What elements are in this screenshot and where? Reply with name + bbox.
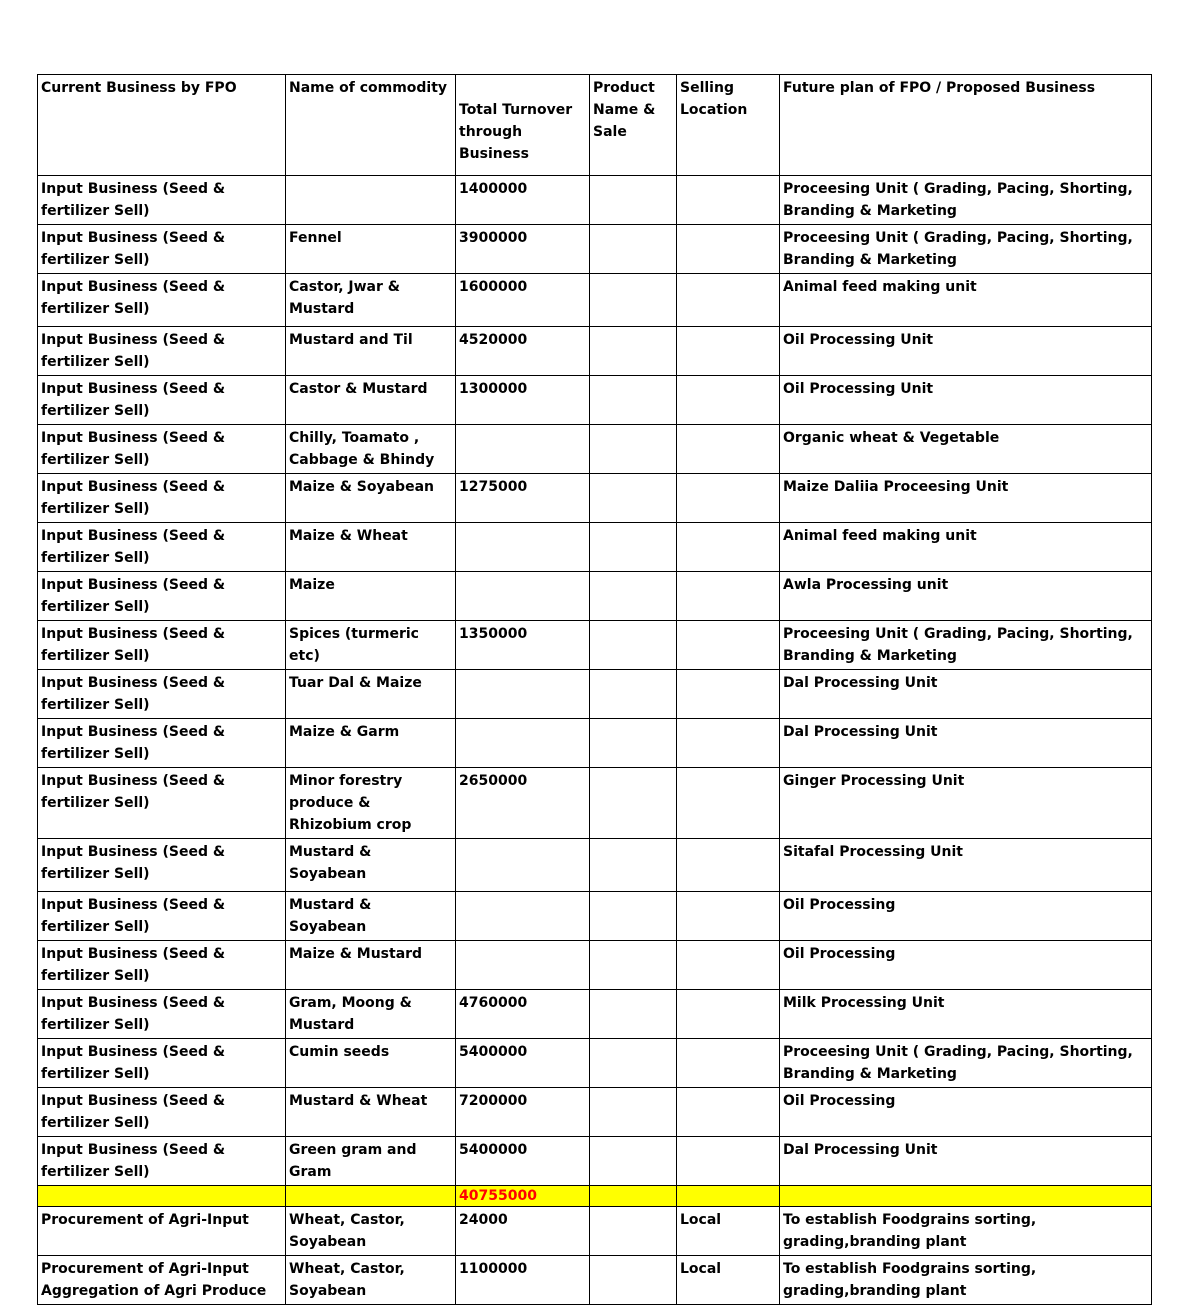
table-row [38,327,1152,376]
table-row [38,941,1152,990]
cell-turnover [456,941,590,990]
table-row [38,719,1152,768]
cell-turnover: 1275000 [456,474,590,523]
cell-turnover: 7200000 [456,1088,590,1137]
cell-turnover: 3900000 [456,225,590,274]
cell-product [590,670,677,719]
table-row [38,1207,1152,1256]
cell-location [677,327,780,376]
cell-location [677,274,780,327]
cell-future: Animal feed making unit [780,523,1152,572]
cell-commodity: Tuar Dal & Maize [286,670,456,719]
cell-current: Input Business (Seed & fertilizer Sell) [38,327,286,376]
cell-location [677,523,780,572]
cell-location [677,1088,780,1137]
table-row [38,670,1152,719]
cell-product [590,572,677,621]
cell-future: Oil Processing [780,941,1152,990]
table-row [38,225,1152,274]
cell-current: Input Business (Seed & fertilizer Sell) [38,941,286,990]
cell-turnover [456,523,590,572]
cell-current: Input Business (Seed & fertilizer Sell) [38,1088,286,1137]
cell-turnover: 1400000 [456,176,590,225]
cell-commodity: Fennel [286,225,456,274]
cell-current: Input Business (Seed & fertilizer Sell) [38,572,286,621]
cell-product [590,1207,677,1256]
cell-location [677,941,780,990]
total-turnover: 40755000 [456,1186,590,1207]
cell-future: Awla Processing unit [780,572,1152,621]
cell-location [677,425,780,474]
cell-product [590,768,677,839]
cell-future: Proceesing Unit ( Grading, Pacing, Shorting, Branding & Marketing [780,621,1152,670]
cell-future: Proceesing Unit ( Grading, Pacing, Shorting, Branding & Marketing [780,225,1152,274]
cell-product [590,839,677,892]
cell-future: Oil Processing [780,892,1152,941]
cell-product [590,327,677,376]
cell-turnover: 5400000 [456,1137,590,1186]
cell-turnover: 2650000 [456,768,590,839]
cell-product [590,176,677,225]
fpo-business-table [37,74,1152,1305]
cell-location [677,990,780,1039]
total-empty-cell [590,1186,677,1207]
table-row [38,274,1152,327]
table-row [38,1256,1152,1305]
cell-turnover: 4520000 [456,327,590,376]
total-empty-cell [286,1186,456,1207]
cell-product [590,990,677,1039]
cell-current: Input Business (Seed & fertilizer Sell) [38,621,286,670]
cell-turnover: 24000 [456,1207,590,1256]
cell-current: Input Business (Seed & fertilizer Sell) [38,990,286,1039]
cell-future: Animal feed making unit [780,274,1152,327]
cell-future: Sitafal Processing Unit [780,839,1152,892]
cell-current: Input Business (Seed & fertilizer Sell) [38,1137,286,1186]
cell-future: Proceesing Unit ( Grading, Pacing, Shorting, Branding & Marketing [780,1039,1152,1088]
cell-location [677,768,780,839]
cell-future: Milk Processing Unit [780,990,1152,1039]
cell-commodity: Mustard & Wheat [286,1088,456,1137]
cell-current: Input Business (Seed & fertilizer Sell) [38,523,286,572]
cell-turnover [456,839,590,892]
total-empty-cell [677,1186,780,1207]
cell-turnover: 1100000 [456,1256,590,1305]
cell-future: Ginger Processing Unit [780,768,1152,839]
cell-turnover: 1300000 [456,376,590,425]
cell-product [590,225,677,274]
header-product: Product Name & Sale [590,75,677,176]
cell-commodity [286,176,456,225]
table-row [38,523,1152,572]
cell-commodity: Cumin seeds [286,1039,456,1088]
header-row [38,75,1152,176]
cell-future: To establish Foodgrains sorting, grading,branding plant [780,1256,1152,1305]
cell-location: Local [677,1256,780,1305]
table-row [38,892,1152,941]
table-row [38,768,1152,839]
cell-product [590,523,677,572]
table-row [38,621,1152,670]
cell-current: Input Business (Seed & fertilizer Sell) [38,719,286,768]
cell-commodity: Maize & Soyabean [286,474,456,523]
cell-commodity: Maize [286,572,456,621]
header-turnover [456,75,590,176]
table-row [38,176,1152,225]
header-future-plan: Future plan of FPO / Proposed Business [780,75,1152,176]
cell-commodity: Wheat, Castor, Soyabean [286,1207,456,1256]
cell-turnover [456,425,590,474]
cell-current: Input Business (Seed & fertilizer Sell) [38,274,286,327]
cell-future: Dal Processing Unit [780,719,1152,768]
cell-product [590,376,677,425]
cell-location [677,176,780,225]
cell-product [590,1137,677,1186]
cell-location [677,892,780,941]
table-row [38,1088,1152,1137]
cell-turnover: 4760000 [456,990,590,1039]
cell-product [590,425,677,474]
cell-turnover [456,670,590,719]
table-row [38,474,1152,523]
table-row [38,425,1152,474]
total-row [38,1186,1152,1207]
cell-future: Dal Processing Unit [780,670,1152,719]
cell-commodity: Mustard and Til [286,327,456,376]
cell-commodity: Minor forestry produce & Rhizobium crop [286,768,456,839]
cell-product [590,719,677,768]
cell-current: Input Business (Seed & fertilizer Sell) [38,670,286,719]
cell-location [677,474,780,523]
cell-current: Input Business (Seed & fertilizer Sell) [38,225,286,274]
cell-product [590,1039,677,1088]
cell-commodity: Maize & Wheat [286,523,456,572]
cell-current: Procurement of Agri-Input [38,1207,286,1256]
table-row [38,839,1152,892]
cell-commodity: Chilly, Toamato , Cabbage & Bhindy [286,425,456,474]
cell-location [677,1039,780,1088]
table-row [38,990,1152,1039]
cell-current: Procurement of Agri-Input Aggregation of Agri Produce [38,1256,286,1305]
cell-future: Dal Processing Unit [780,1137,1152,1186]
cell-current: Input Business (Seed & fertilizer Sell) [38,839,286,892]
cell-product [590,474,677,523]
cell-current: Input Business (Seed & fertilizer Sell) [38,768,286,839]
header-turnover-label: Total Turnover through Business [459,102,573,162]
cell-location [677,225,780,274]
cell-location [677,670,780,719]
header-current-business: Current Business by FPO [38,75,286,176]
cell-product [590,1256,677,1305]
cell-location [677,719,780,768]
cell-commodity: Green gram and Gram [286,1137,456,1186]
cell-future: Organic wheat & Vegetable [780,425,1152,474]
cell-location [677,572,780,621]
cell-turnover [456,719,590,768]
cell-location [677,839,780,892]
cell-future: Oil Processing Unit [780,376,1152,425]
cell-location [677,1137,780,1186]
cell-future: Maize Daliia Proceesing Unit [780,474,1152,523]
cell-turnover: 1350000 [456,621,590,670]
cell-product [590,892,677,941]
cell-location: Local [677,1207,780,1256]
cell-current: Input Business (Seed & fertilizer Sell) [38,892,286,941]
cell-commodity: Mustard & Soyabean [286,839,456,892]
cell-current: Input Business (Seed & fertilizer Sell) [38,376,286,425]
cell-commodity: Maize & Garm [286,719,456,768]
cell-product [590,621,677,670]
cell-current: Input Business (Seed & fertilizer Sell) [38,425,286,474]
cell-future: Proceesing Unit ( Grading, Pacing, Shorting, Branding & Marketing [780,176,1152,225]
cell-commodity: Spices (turmeric etc) [286,621,456,670]
table-row [38,376,1152,425]
cell-commodity: Maize & Mustard [286,941,456,990]
cell-future: To establish Foodgrains sorting, grading,branding plant [780,1207,1152,1256]
cell-current: Input Business (Seed & fertilizer Sell) [38,176,286,225]
cell-location [677,376,780,425]
cell-commodity: Wheat, Castor, Soyabean [286,1256,456,1305]
table-row [38,1137,1152,1186]
table-row [38,572,1152,621]
cell-location [677,621,780,670]
cell-commodity: Gram, Moong & Mustard [286,990,456,1039]
cell-future: Oil Processing [780,1088,1152,1137]
cell-turnover: 1600000 [456,274,590,327]
total-empty-cell [780,1186,1152,1207]
cell-current: Input Business (Seed & fertilizer Sell) [38,474,286,523]
header-commodity: Name of commodity [286,75,456,176]
cell-turnover: 5400000 [456,1039,590,1088]
cell-product [590,941,677,990]
cell-current: Input Business (Seed & fertilizer Sell) [38,1039,286,1088]
cell-commodity: Castor, Jwar & Mustard [286,274,456,327]
cell-commodity: Castor & Mustard [286,376,456,425]
total-empty-cell [38,1186,286,1207]
cell-product [590,1088,677,1137]
cell-commodity: Mustard & Soyabean [286,892,456,941]
cell-future: Oil Processing Unit [780,327,1152,376]
header-location: Selling Location [677,75,780,176]
table-row [38,1039,1152,1088]
cell-product [590,274,677,327]
cell-turnover [456,572,590,621]
cell-turnover [456,892,590,941]
